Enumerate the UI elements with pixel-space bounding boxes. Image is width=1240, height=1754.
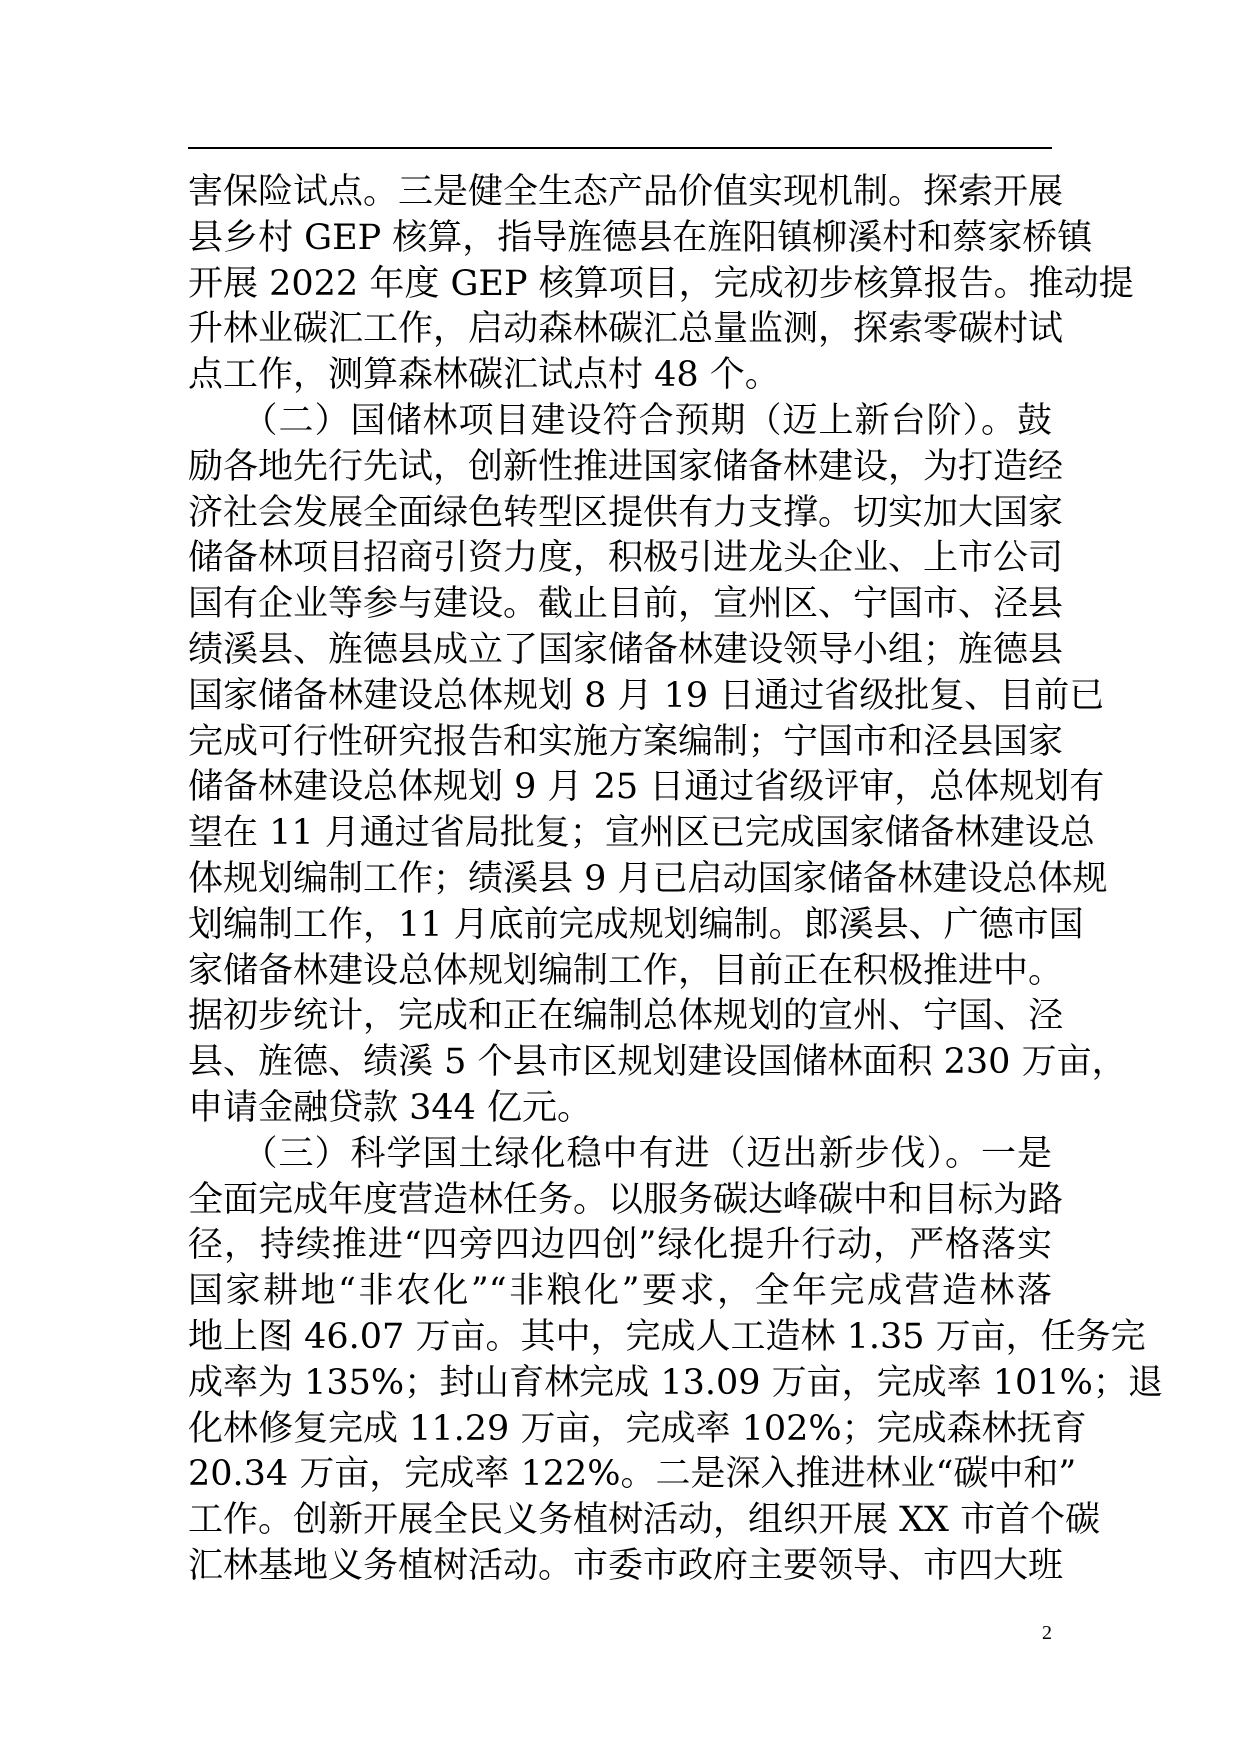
document-body (188, 170, 1163, 1590)
text-line: 工作。创新开展全民义务植树活动，组织开展 XX 市首个碳 (188, 1500, 1101, 1541)
text-line: 国有企业等参与建设。截止目前，宣州区、宁国市、泾县 (188, 584, 1064, 625)
text-line: 点工作，测算森林碳汇试点村 48 个。 (188, 355, 780, 396)
text-line: 储备林建设总体规划 9 月 25 日通过省级评审，总体规划有 (188, 767, 1105, 808)
text-line: 全面完成年度营造林任务。以服务碳达峰碳中和目标为路 (188, 1179, 1064, 1220)
text-line: 绩溪县、旌德县成立了国家储备林建设领导小组；旌德县 (188, 629, 1064, 670)
text-line: 地上图 46.07 万亩。其中，完成人工造林 1.35 万亩，任务完 (188, 1316, 1146, 1357)
text-line: 县乡村 GEP 核算，指导旌德县在旌阳镇柳溪村和蔡家桥镇 (188, 217, 1093, 258)
text-line: 申请金融贷款 344 亿元。 (188, 1087, 593, 1128)
text-line: 化林修复完成 11.29 万亩，完成率 102%；完成森林抚育 (188, 1408, 1087, 1449)
text-line: 汇林基地义务植树活动。市委市政府主要领导、市四大班 (188, 1545, 1064, 1586)
text-line: 望在 11 月通过省局批复；宣州区已完成国家储备林建设总 (188, 813, 1095, 854)
text-line: 体规划编制工作；绩溪县 9 月已启动国家储备林建设总体规 (188, 858, 1108, 899)
paragraph-land-greening (188, 1132, 1163, 1590)
text-line: 国家耕地“非农化”“非粮化”要求，全年完成营造林落 (188, 1271, 1052, 1312)
text-line: 开展 2022 年度 GEP 核算项目，完成初步核算报告。推动提 (188, 263, 1134, 304)
text-line: 划编制工作，11 月底前完成规划编制。郎溪县、广德市国 (188, 904, 1084, 945)
text-line: 成率为 135%；封山育林完成 13.09 万亩，完成率 101%；退 (188, 1362, 1163, 1403)
text-line: 储备林项目招商引资力度，积极引进龙头企业、上市公司 (188, 538, 1064, 579)
text-line: 升林业碳汇工作，启动森林碳汇总量监测，探索零碳村试 (188, 309, 1064, 350)
text-line: 20.34 万亩，完成率 122%。二是深入推进林业“碳中和” (188, 1454, 1077, 1495)
section-heading-line: （二）国储林项目建设符合预期（迈上新台阶）。鼓 (188, 400, 1052, 441)
section-heading-line: （三）科学国土绿化稳中有进（迈出新步伐）。一是 (188, 1133, 1052, 1174)
text-line: 完成可行性研究报告和实施方案编制；宁国市和泾县国家 (188, 721, 1064, 762)
paragraph-ecology-value (188, 170, 1134, 399)
text-line: 家储备林建设总体规划编制工作，目前正在积极推进中。 (188, 950, 1064, 991)
header-rule (188, 147, 1052, 149)
page-number: 2 (1042, 1622, 1052, 1644)
paragraph-national-reserve-forest (188, 399, 1127, 1132)
text-line: 据初步统计，完成和正在编制总体规划的宣州、宁国、泾 (188, 996, 1064, 1037)
text-line: 济社会发展全面绿色转型区提供有力支撑。切实加大国家 (188, 492, 1064, 533)
text-line: 国家储备林建设总体规划 8 月 19 日通过省级批复、目前已 (188, 675, 1105, 716)
text-line: 县、旌德、绩溪 5 个县市区规划建设国储林面积 230 万亩， (188, 1042, 1127, 1083)
text-line: 害保险试点。三是健全生态产品价值实现机制。探索开展 (188, 172, 1064, 212)
text-line: 励各地先行先试，创新性推进国家储备林建设，为打造经 (188, 446, 1064, 487)
text-line: 径，持续推进“四旁四边四创”绿化提升行动，严格落实 (188, 1225, 1052, 1266)
